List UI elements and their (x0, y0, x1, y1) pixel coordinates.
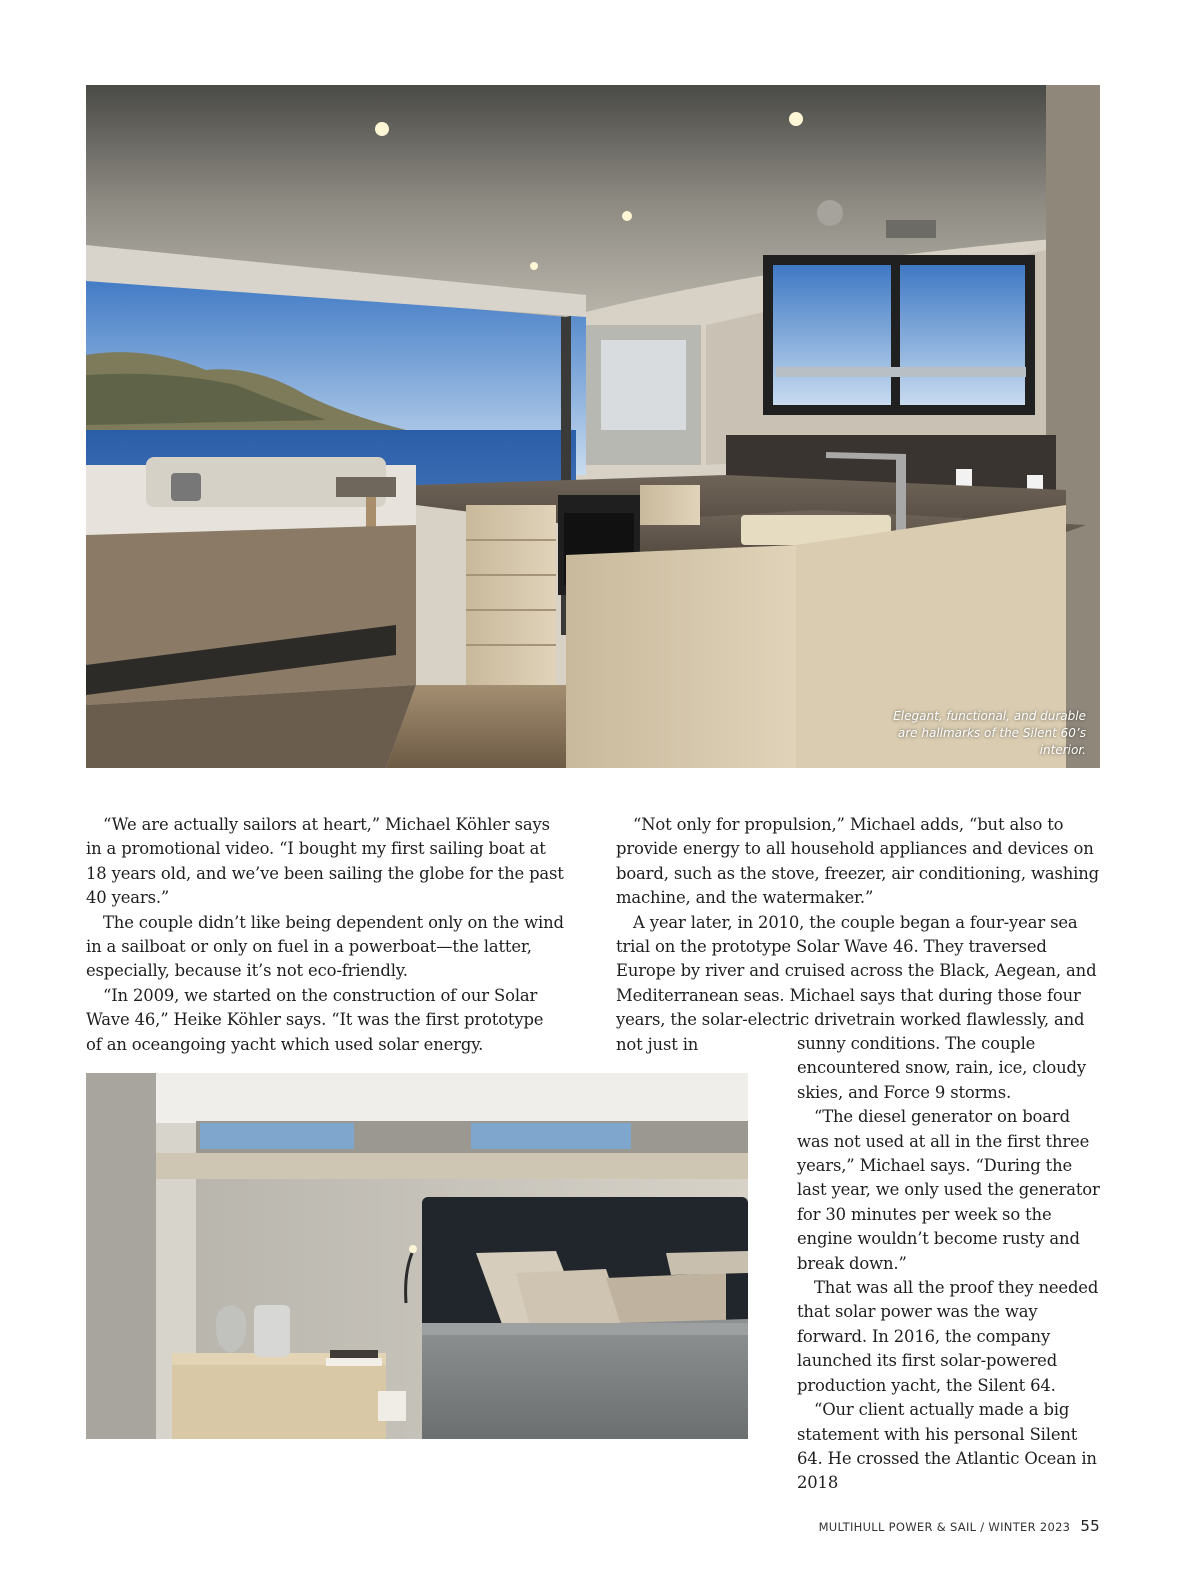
paragraph: “In 2009, we started on the construction of our Solar Wave 46,” Heike Köhler says. “It was the first prototype of an oceangoing yacht which used solar energy. (86, 985, 544, 1054)
article-column-right (616, 813, 1100, 1057)
paragraph: That was all the proof they needed that solar power was the way forward. In 2016, the company launched its first solar-powered production yacht, the Silent 64. (797, 1278, 1099, 1395)
page-footer (819, 1517, 1100, 1535)
article-column-narrow (797, 1032, 1100, 1496)
cabin-photo (86, 1073, 748, 1439)
paragraph: sunny conditions. The couple encountered snow, rain, ice, cloudy skies, and Force 9 storms. (797, 1034, 1086, 1102)
article-column-left (86, 813, 564, 1057)
galley-photo (86, 85, 1100, 768)
page-number: 55 (1080, 1517, 1100, 1535)
publication-name: MULTIHULL POWER & SAIL / WINTER 2023 (818, 1520, 1071, 1534)
galley-photo-illustration (86, 85, 1100, 768)
paragraph: “The diesel generator on board was not used at all in the first three years,” Michael says. “During the last year, we only used the generator for 30 minutes per week so the engine wouldn’t become rusty and break down.” (797, 1107, 1100, 1273)
cabin-photo-illustration (86, 1073, 748, 1439)
paragraph: A year later, in 2010, the couple began a four-year sea trial on the prototype Solar Wave 46. They traversed Europe by river and cruised across the Black, Aegean, and Mediterranean seas. Michael says that during those four years, the solar-electric drivetrain worked flawlessly, and not just in (616, 912, 1097, 1054)
paragraph: “We are actually sailors at heart,” Michael Köhler says in a promotional video. “I bought my first sailing boat at 18 years old, and we’ve been sailing the globe for the past 40 years.” (86, 815, 564, 908)
paragraph: “Our client actually made a big statement with his personal Silent 64. He crossed the Atlantic Ocean in 2018 (797, 1400, 1097, 1493)
photo-caption: Elegant, functional, and durable are hallmarks of the Silent 60’s interior. (893, 709, 1086, 757)
paragraph: “Not only for propulsion,” Michael adds, “but also to provide energy to all household appliances and devices on board, such as the stove, freezer, air conditioning, washing machine, and the watermaker.” (616, 815, 1099, 908)
paragraph: The couple didn’t like being dependent only on the wind in a sailboat or only on fuel in a powerboat—the latter, especially, because it’s not eco-friendly. (86, 912, 564, 981)
